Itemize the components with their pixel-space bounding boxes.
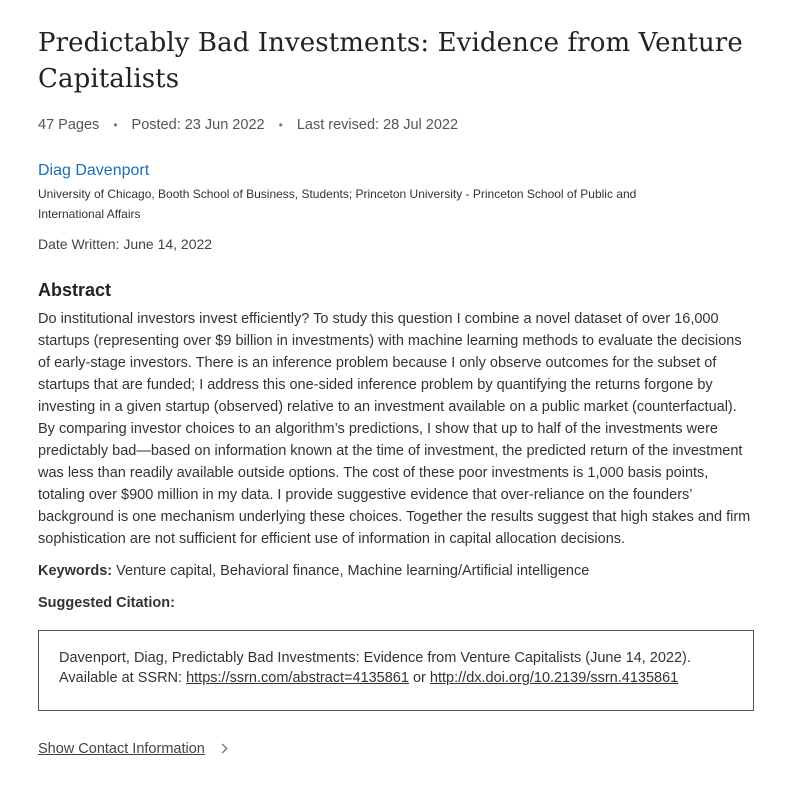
citation-box (38, 630, 754, 711)
author (38, 160, 754, 182)
keywords-value: Venture capital, Behavioral finance, Machine learning/Artificial intelligence (116, 563, 590, 579)
keywords-label: Keywords: (38, 563, 113, 579)
show-contact-link[interactable]: Show Contact Information (38, 741, 205, 757)
revised-date: Last revised: 28 Jul 2022 (296, 117, 459, 133)
contact-toggle[interactable] (38, 739, 754, 759)
meta-separator: • (278, 118, 283, 132)
posted-date: Posted: 23 Jun 2022 (131, 117, 265, 133)
paper-meta (38, 115, 754, 135)
page-count: 47 Pages (38, 117, 100, 133)
date-written: Date Written: June 14, 2022 (38, 236, 213, 252)
author-affiliation: University of Chicago, Booth School of Business, Students; Princeton University - Princeton School of Public and International Affairs (38, 187, 637, 221)
author-link[interactable]: Diag Davenport (38, 162, 150, 179)
abstract-heading: Abstract (38, 280, 112, 300)
abstract-text: Do institutional investors invest efficiently? To study this question I combine a novel dataset of over 16,000 startups (representing over $9 billion in investments) with machine learning methods to evaluate the decisions of early-stage investors. There is an inference problem because I only observe outcomes for the subset of startups that are funded; I address this one-sided inference problem by quantifying the returns forgone by investing in a given startup (observed) relative to an investment available on a public market (counterfactual). By comparing investor choices to an algorithm’s predictions, I show that up to half of the investments were predictably bad—based on information known at the time of investment, the predicted return of the investment was less than readily available outside options. The cost of these poor investments is 1,000 basis points, totaling over $900 million in my data. I provide suggestive evidence that over-reliance on the founders’ background is one mechanism underlying these choices. Together the results suggest that high stakes and firm sophistication are not sufficient for efficient use of information in capital allocation decisions. (38, 311, 751, 547)
citation-label: Suggested Citation: (38, 595, 175, 611)
meta-separator: • (113, 118, 118, 132)
doi-link[interactable]: http://dx.doi.org/10.2139/ssrn.4135861 (429, 670, 679, 686)
citation-text: Davenport, Diag, Predictably Bad Investments: Evidence from Venture Capitalists (June 14, 2022). Available at SSRN: (59, 650, 691, 686)
paper-title: Predictably Bad Investments: Evidence from Venture Capitalists (38, 28, 743, 94)
keywords (38, 560, 754, 582)
chevron-right-icon (217, 743, 227, 753)
ssrn-link[interactable]: https://ssrn.com/abstract=4135861 (186, 670, 409, 686)
citation-or: or (412, 670, 426, 686)
